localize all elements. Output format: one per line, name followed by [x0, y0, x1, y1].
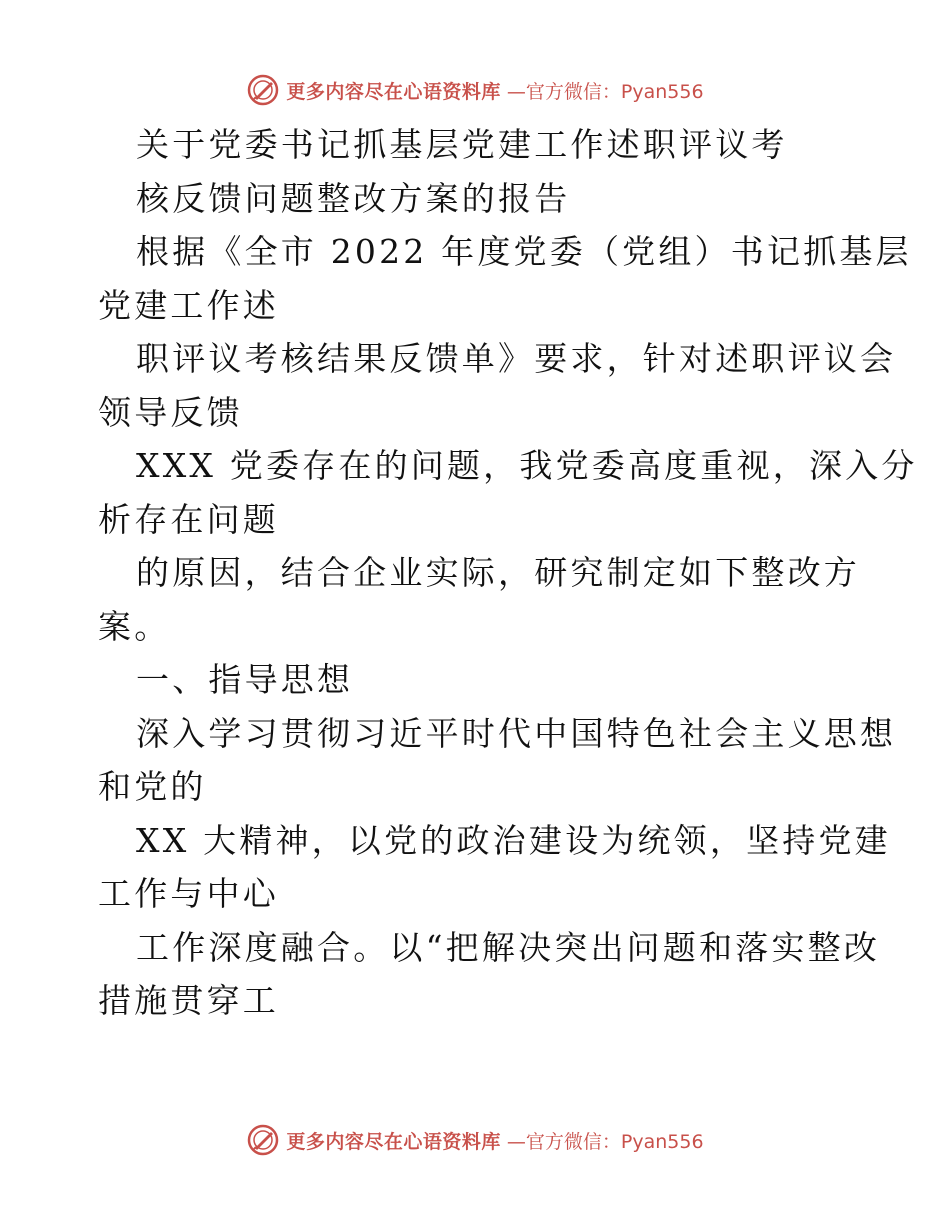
doc-line-6: 领导反馈: [98, 392, 243, 432]
doc-line-8: 析存在问题: [98, 499, 279, 539]
document-body: [98, 118, 918, 1028]
watermark-brand-text: 更多内容尽在心语资料库: [286, 80, 501, 103]
doc-line-14: XX 大精神，以党的政治建设为统领，坚持党建: [136, 820, 891, 860]
doc-line-12: 深入学习贯彻习近平时代中国特色社会主义思想: [136, 713, 897, 753]
doc-line-15: 工作与中心: [98, 874, 279, 913]
quill-pen-circle-icon: [246, 1123, 280, 1157]
doc-title-line-2: 核反馈问题整改方案的报告: [136, 178, 571, 218]
doc-line-4: 党建工作述: [98, 285, 279, 325]
header-watermark-banner: [0, 70, 950, 110]
doc-line-17: 措施贯穿工: [98, 981, 279, 1020]
watermark-contact-text: —官方微信：Pyan556: [506, 80, 704, 103]
doc-line-3: 根据《全市 2022 年度党委（党组）书记抓基层: [136, 232, 912, 271]
doc-line-13: 和党的: [98, 767, 207, 806]
quill-pen-circle-icon: [246, 73, 280, 107]
doc-line-10: 案。: [98, 606, 171, 646]
doc-line-16: 工作深度融合。以“把解决突出问题和落实整改: [136, 927, 881, 967]
doc-line-7: XXX 党委存在的问题，我党委高度重视，深入分: [136, 446, 918, 485]
watermark-brand-text: 更多内容尽在心语资料库: [286, 1130, 501, 1153]
doc-line-9: 的原因，结合企业实际，研究制定如下整改方: [136, 553, 860, 592]
section-heading-guiding-ideology: 一、指导思想: [136, 660, 354, 699]
doc-line-5: 职评议考核结果反馈单》要求，针对述职评议会: [136, 339, 897, 378]
watermark-contact-text: —官方微信：Pyan556: [506, 1130, 704, 1153]
footer-watermark-banner: [0, 1120, 950, 1160]
doc-title-line-1: 关于党委书记抓基层党建工作述职评议考: [136, 125, 788, 164]
